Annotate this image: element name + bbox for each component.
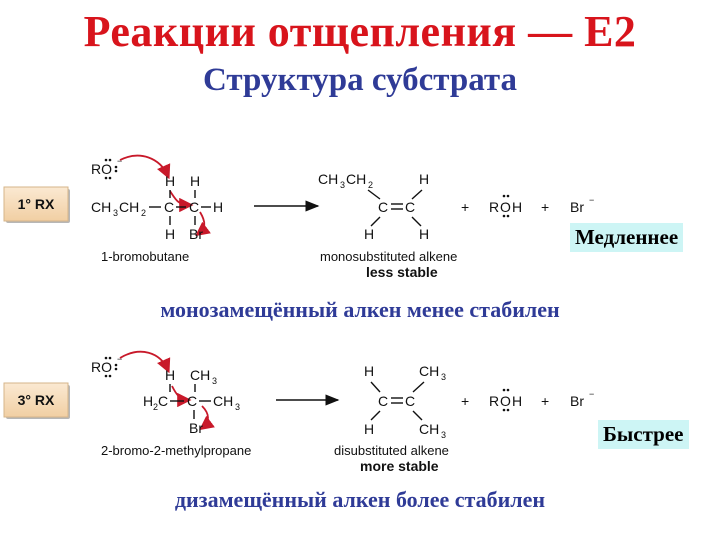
atom-c: C xyxy=(189,199,200,215)
atom-h: H xyxy=(190,173,201,189)
subscript: 3 xyxy=(212,376,218,386)
atom-o: O xyxy=(500,393,511,409)
substrate-class-box xyxy=(4,383,70,419)
reaction-tertiary-scheme xyxy=(0,342,720,487)
atom-c: C xyxy=(378,393,389,409)
atom-h: H xyxy=(143,393,154,409)
atom-h: H xyxy=(512,199,523,215)
atom-c: C xyxy=(405,199,416,215)
atom-h: H xyxy=(165,173,176,189)
substrate-name: 2-bromo-2-methylpropane xyxy=(101,443,252,458)
stability-label: less stable xyxy=(366,264,438,280)
subscript: 3 xyxy=(235,402,241,412)
plus-sign: + xyxy=(461,393,470,409)
curved-arrow-base-attack xyxy=(120,156,168,176)
substrate-name: 1-bromobutane xyxy=(101,249,190,264)
base-label: RO xyxy=(91,161,112,177)
alcohol-product xyxy=(489,389,522,412)
group-ch3: CH xyxy=(91,199,112,215)
plus-sign: + xyxy=(541,393,550,409)
group-ch2: CH xyxy=(119,199,140,215)
substrate-structure xyxy=(101,367,251,458)
caption-disubstituted: дизамещённый алкен более стабилен xyxy=(174,487,546,512)
alkene-product xyxy=(318,171,457,280)
base-charge: − xyxy=(117,354,123,364)
atom-c: C xyxy=(158,393,169,409)
base-label: RO xyxy=(91,359,112,375)
group-ch3: CH xyxy=(213,393,234,409)
substrate-class-label: 1° RX xyxy=(17,196,55,212)
product-name: disubstituted alkene xyxy=(334,443,449,458)
product-name: monosubstituted alkene xyxy=(320,249,458,264)
atom-r: R xyxy=(489,199,500,215)
base-alkoxide xyxy=(91,354,122,377)
curved-arrow-base-attack xyxy=(120,352,168,370)
base-alkoxide xyxy=(91,156,122,179)
caption-monosubstituted: монозамещённый алкен менее стабилен xyxy=(160,297,560,322)
substrate-class-box xyxy=(4,187,70,223)
plus-sign: + xyxy=(541,199,550,215)
subscript: 2 xyxy=(141,208,147,218)
group-ch2: CH xyxy=(346,171,367,187)
rate-badge-faster: Быстрее xyxy=(598,420,689,449)
atom-c: C xyxy=(164,199,175,215)
atom-br: Br xyxy=(189,226,203,242)
atom-h: H xyxy=(419,171,430,187)
rate-badge-slower: Медленнее xyxy=(570,223,683,252)
page-title: Реакции отщепления — Е2 xyxy=(83,7,637,56)
group-ch3: CH xyxy=(419,363,440,379)
stability-label: more stable xyxy=(360,458,439,474)
bromide-ion xyxy=(570,389,594,409)
plus-sign: + xyxy=(461,199,470,215)
subscript: 3 xyxy=(340,180,346,190)
subscript: 3 xyxy=(441,430,447,440)
charge: − xyxy=(589,195,595,205)
atom-br: Br xyxy=(570,199,584,215)
alcohol-product xyxy=(489,195,522,218)
atom-c: C xyxy=(187,393,198,409)
atom-r: R xyxy=(489,393,500,409)
subscript: 2 xyxy=(153,402,159,412)
substrate-class-label: 3° RX xyxy=(17,392,55,408)
group-ch3: CH xyxy=(419,421,440,437)
atom-br: Br xyxy=(189,420,203,436)
atom-br: Br xyxy=(570,393,584,409)
subscript: 2 xyxy=(368,180,374,190)
atom-o: O xyxy=(500,199,511,215)
subscript: 3 xyxy=(113,208,119,218)
charge: − xyxy=(589,389,595,399)
curved-arrow-ch-bond xyxy=(172,386,188,400)
base-charge: − xyxy=(117,156,123,166)
atom-h: H xyxy=(364,363,375,379)
alkene-product xyxy=(334,363,449,474)
atom-h: H xyxy=(165,367,176,383)
atom-h: H xyxy=(165,226,176,242)
page-subtitle: Структура субстрата xyxy=(203,62,517,98)
atom-h: H xyxy=(364,421,375,437)
bromide-ion xyxy=(570,195,594,215)
atom-h: H xyxy=(364,226,375,242)
group-ch3: CH xyxy=(318,171,339,187)
group-ch3: CH xyxy=(190,367,211,383)
atom-c: C xyxy=(405,393,416,409)
atom-h: H xyxy=(512,393,523,409)
subscript: 3 xyxy=(441,372,447,382)
atom-c: C xyxy=(378,199,389,215)
atom-h: H xyxy=(213,199,224,215)
atom-h: H xyxy=(419,226,430,242)
